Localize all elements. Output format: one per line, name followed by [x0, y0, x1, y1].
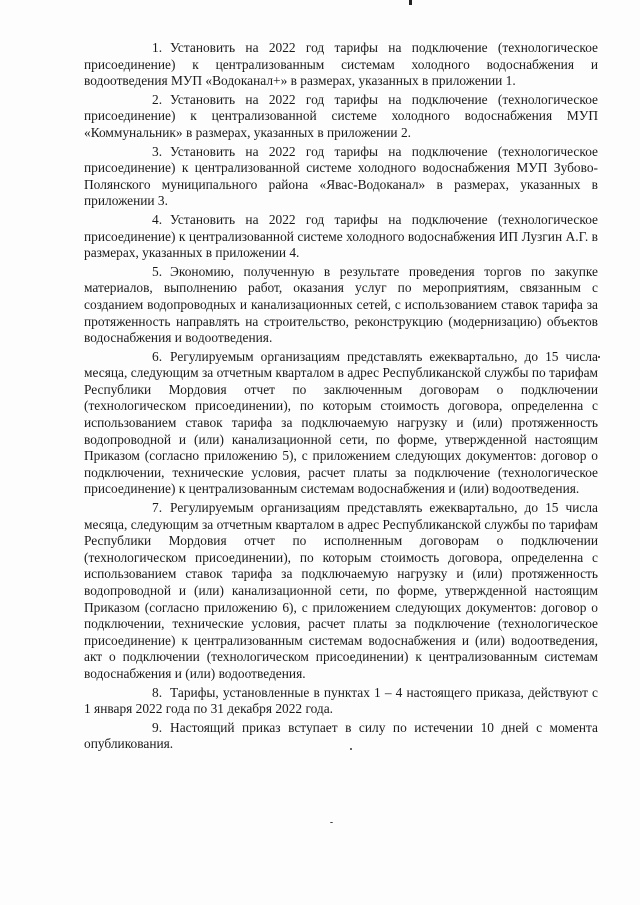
paragraph-3 — [84, 144, 598, 210]
paragraph-number: 4. — [152, 211, 163, 227]
paragraph-number: 6. — [152, 348, 163, 364]
paragraph-number: 5. — [152, 263, 163, 279]
paragraph-text: Регулируемым организациям представлять ежеквартально, до 15 числа месяца, следующим за отчетным кварталом в адрес Республиканской службы по тарифам Республики Мордовия отчет по исполненным договорам о подключении (технологическом присоединении), по которым стоимость договора, определенна с использованием ставок тарифа за подключаемую нагрузку и (или) протяженность водопроводной и (или) канализационной сети, по форме, утвержденной настоящим Приказом (согласно приложению 6), с приложением следующих документов: договор о подключении, технические условия, расчет платы за подключение (технологическое присоединение) к централизованным системам водоснабжения и (или) водоотведения, акт о подключении (технологическом присоединении) к централизованным системам водоснабжения и (или) водоотведения. — [84, 500, 598, 681]
paragraph-text: Установить на 2022 год тарифы на подключение (технологическое присоединение) к централизованной системе холодного водоснабжения МУП Зубово-Полянского муниципального района «Явас-Водоканал» в размерах, указанных в приложении 3. — [84, 143, 598, 209]
scan-speck — [350, 748, 352, 750]
paragraph-7 — [84, 500, 598, 683]
paragraph-text: Установить на 2022 год тарифы на подключение (технологическое присоединение) к централизованной системе холодного водоснабжения ИП Лузгин А.Г. в размерах, указанных в приложении 4. — [84, 211, 598, 261]
order-body — [84, 40, 598, 755]
paragraph-text: Установить на 2022 год тарифы на подключение (технологическое присоединение) к централизованным системам холодного водоснабжения и водоотведения МУП «Водоканал+» в размерах, указанных в приложении 1. — [84, 40, 598, 89]
paragraph-number: 8. — [152, 684, 163, 700]
paragraph-6 — [84, 349, 598, 498]
paragraph-text: Экономию, полученную в результате проведения торгов по закупке материалов, выполнению работ, оказания услуг по мероприятиям, связанным с созданием водопроводных и канализационных сетей, с использованием ставок тарифа за протяженность направлять на строительство, реконструкцию (модернизацию) объектов водоснабжения и водоотведения. — [84, 263, 598, 346]
paragraph-text: Настоящий приказ вступает в силу по истечении 10 дней с момента опубликования. — [84, 719, 598, 752]
paragraph-text: Установить на 2022 год тарифы на подключение (технологическое присоединение) к централизованной системе холодного водоснабжения МУП «Коммунальник» в размерах, указанных в приложении 2. — [84, 91, 598, 140]
scan-mark — [409, 0, 412, 5]
scan-speck — [330, 822, 333, 823]
paragraph-number: 9. — [152, 719, 163, 735]
paragraph-2 — [84, 92, 598, 142]
paragraph-text: Тарифы, установленные в пунктах 1 – 4 настоящего приказа, действуют с 1 января 2022 года по 31 декабря 2022 года. — [84, 684, 598, 717]
scan-speck — [598, 356, 600, 358]
paragraph-number: 1. — [152, 40, 163, 55]
paragraph-4 — [84, 212, 598, 262]
paragraph-8 — [84, 685, 598, 718]
paragraph-1 — [84, 40, 598, 90]
paragraph-number: 7. — [152, 500, 163, 516]
paragraph-9 — [84, 720, 598, 753]
paragraph-number: 2. — [152, 91, 163, 107]
paragraph-text: Регулируемым организациям представлять ежеквартально, до 15 числа месяца, следующим за отчетным кварталом в адрес Республиканской службы по тарифам Республики Мордовия отчет по заключенным договорам о подключении (технологическом присоединении), по которым стоимость договора, определенна с использованием ставок тарифа за подключаемую нагрузку и (или) протяженность водопроводной и (или) канализационной сети, по форме, утвержденной настоящим Приказом (согласно приложению 5), с приложением следующих документов: договор о подключении, технические условия, расчет платы за подключение (технологическое присоединение) к централизованным системам водоснабжения и (или) водоотведения. — [84, 348, 598, 497]
paragraph-number: 3. — [152, 143, 163, 159]
paragraph-5 — [84, 264, 598, 347]
